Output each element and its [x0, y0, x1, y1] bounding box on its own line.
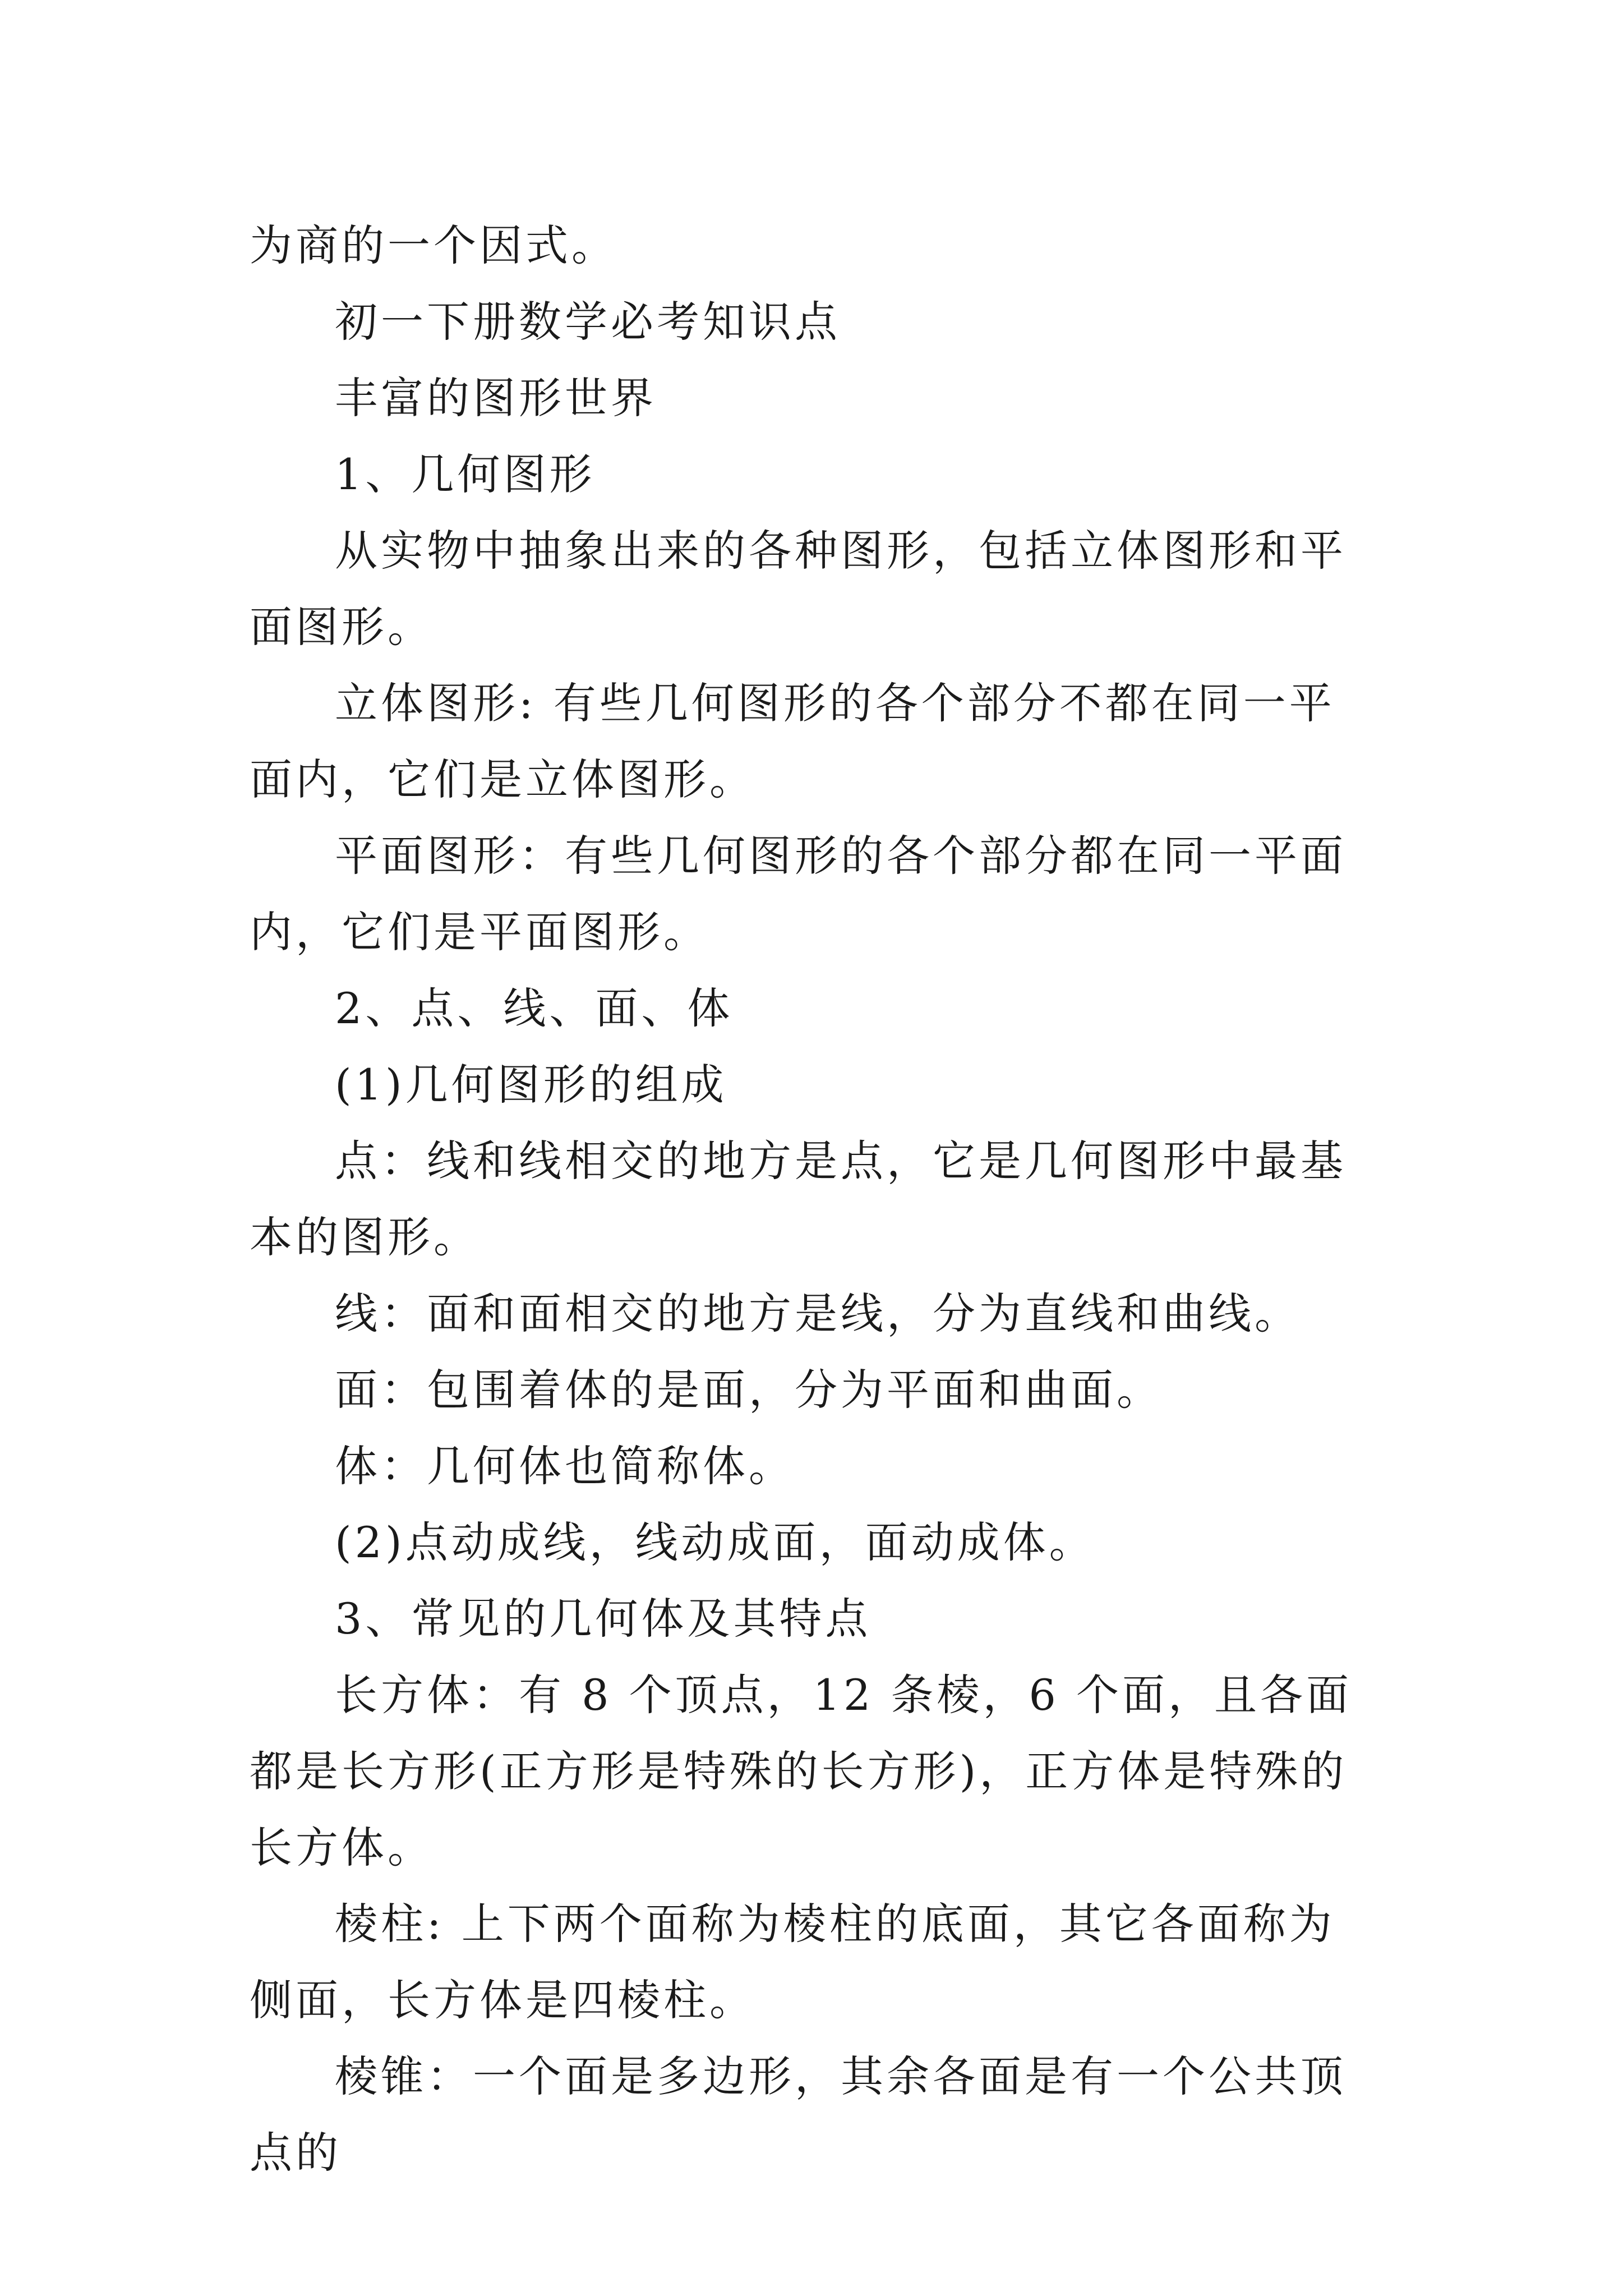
paragraph: 从实物中抽象出来的各种图形，包括立体图形和平面图形。 [250, 526, 1347, 652]
paragraph: 平面图形：有些几何图形的各个部分都在同一平面内，它们是平面图形。 [250, 831, 1347, 957]
paragraph: 体：几何体也简称体。 [335, 1441, 795, 1491]
paragraph: (2)点动成线，线动成面，面动成体。 [335, 1517, 1095, 1567]
paragraph: 长方体：有 8 个顶点，12 条棱，6 个面，且各面都是长方形(正方形是特殊的长方形)，正方体是特殊的长方体。 [250, 1670, 1353, 1872]
paragraph: 棱锥：一个面是多边形，其余各面是有一个公共顶点的 [250, 2051, 1347, 2178]
paragraph: 线：面和面相交的地方是线，分为直线和曲线。 [335, 1289, 1301, 1338]
paragraph: 棱柱: 上下两个面称为棱柱的底面，其它各面称为侧面，长方体是四棱柱。 [250, 1899, 1335, 2025]
paragraph: 立体图形: 有些几何图形的各个部分不都在同一平面内，它们是立体图形。 [250, 678, 1335, 804]
paragraph: 2、点、线、面、体 [335, 983, 734, 1033]
document-body [250, 208, 1377, 2191]
paragraph: 面：包围着体的是面，分为平面和曲面。 [335, 1365, 1163, 1415]
paragraph: 丰富的图形世界 [335, 373, 657, 423]
paragraph: 初一下册数学必考知识点 [335, 297, 841, 347]
paragraph: 为商的一个因式。 [250, 220, 617, 270]
paragraph: 1、几何图形 [335, 449, 596, 499]
paragraph: 点：线和线相交的地方是点，它是几何图形中最基本的图形。 [250, 1136, 1347, 1262]
paragraph: (1)几何图形的组成 [335, 1060, 727, 1110]
paragraph: 3、常见的几何体及其特点 [335, 1594, 872, 1644]
